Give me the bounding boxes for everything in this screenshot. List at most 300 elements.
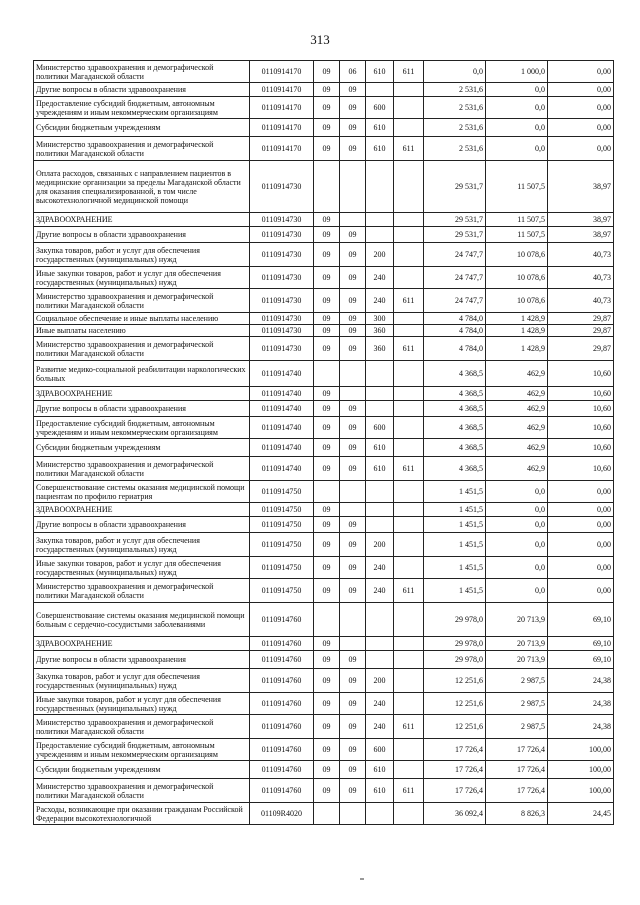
row-section: 09 bbox=[314, 119, 340, 137]
row-executed-amount: 0,0 bbox=[486, 119, 548, 137]
row-name: Предоставление субсидий бюджетным, автономным учреждениям и иным некоммерческим организациям bbox=[34, 417, 250, 439]
row-code: 0110914170 bbox=[250, 61, 314, 83]
row-expense-type bbox=[366, 361, 394, 387]
table-row bbox=[34, 243, 614, 267]
row-planned-amount: 1 451,5 bbox=[424, 533, 486, 557]
row-planned-amount: 4 784,0 bbox=[424, 337, 486, 361]
page-number: 313 bbox=[310, 32, 330, 47]
row-name: Предоставление субсидий бюджетным, автономным учреждениям и иным некоммерческим организациям bbox=[34, 739, 250, 761]
row-department bbox=[394, 557, 424, 579]
table-row bbox=[34, 439, 614, 457]
row-name: Другие вопросы в области здравоохранения bbox=[34, 651, 250, 669]
row-expense-type bbox=[366, 503, 394, 517]
row-subsection: 09 bbox=[340, 579, 366, 603]
row-percent: 69,10 bbox=[548, 603, 614, 637]
row-planned-amount: 1 451,5 bbox=[424, 481, 486, 503]
row-subsection: 09 bbox=[340, 313, 366, 325]
row-section: 09 bbox=[314, 61, 340, 83]
row-code: 0110914750 bbox=[250, 533, 314, 557]
row-name: Другие вопросы в области здравоохранения bbox=[34, 401, 250, 417]
row-subsection: 09 bbox=[340, 119, 366, 137]
row-code: 0110914170 bbox=[250, 119, 314, 137]
row-planned-amount: 1 451,5 bbox=[424, 503, 486, 517]
row-department bbox=[394, 213, 424, 227]
row-expense-type: 600 bbox=[366, 97, 394, 119]
row-department bbox=[394, 83, 424, 97]
row-name: Министерство здравоохранения и демографической политики Магаданской области bbox=[34, 137, 250, 161]
row-planned-amount: 36 092,4 bbox=[424, 803, 486, 825]
row-code: 0110914170 bbox=[250, 137, 314, 161]
row-expense-type: 610 bbox=[366, 457, 394, 481]
scan-mark bbox=[360, 878, 364, 880]
row-planned-amount: 29 531,7 bbox=[424, 161, 486, 213]
table-row bbox=[34, 83, 614, 97]
row-percent: 0,00 bbox=[548, 97, 614, 119]
row-section: 09 bbox=[314, 761, 340, 779]
row-planned-amount: 12 251,6 bbox=[424, 715, 486, 739]
row-percent: 10,60 bbox=[548, 417, 614, 439]
row-section: 09 bbox=[314, 779, 340, 803]
row-expense-type: 200 bbox=[366, 669, 394, 693]
row-percent: 0,00 bbox=[548, 119, 614, 137]
table-row bbox=[34, 401, 614, 417]
row-expense-type bbox=[366, 161, 394, 213]
row-name: Субсидии бюджетным учреждениям bbox=[34, 119, 250, 137]
row-planned-amount: 1 451,5 bbox=[424, 517, 486, 533]
row-percent: 29,87 bbox=[548, 325, 614, 337]
row-executed-amount: 462,9 bbox=[486, 401, 548, 417]
table-row bbox=[34, 325, 614, 337]
row-executed-amount: 17 726,4 bbox=[486, 779, 548, 803]
row-subsection: 09 bbox=[340, 337, 366, 361]
row-planned-amount: 12 251,6 bbox=[424, 693, 486, 715]
table-row bbox=[34, 137, 614, 161]
row-expense-type: 610 bbox=[366, 761, 394, 779]
row-subsection bbox=[340, 603, 366, 637]
row-percent: 100,00 bbox=[548, 779, 614, 803]
row-name: Субсидии бюджетным учреждениям bbox=[34, 439, 250, 457]
row-expense-type: 240 bbox=[366, 289, 394, 313]
row-section: 09 bbox=[314, 503, 340, 517]
row-subsection: 09 bbox=[340, 83, 366, 97]
row-executed-amount: 10 078,6 bbox=[486, 289, 548, 313]
row-executed-amount: 20 713,9 bbox=[486, 637, 548, 651]
row-code: 0110914730 bbox=[250, 227, 314, 243]
row-department: 611 bbox=[394, 457, 424, 481]
row-department: 611 bbox=[394, 61, 424, 83]
row-code: 0110914730 bbox=[250, 267, 314, 289]
row-name: Предоставление субсидий бюджетным, автономным учреждениям и иным некоммерческим организациям bbox=[34, 97, 250, 119]
row-percent: 10,60 bbox=[548, 361, 614, 387]
row-subsection bbox=[340, 361, 366, 387]
row-subsection: 06 bbox=[340, 61, 366, 83]
row-name: Министерство здравоохранения и демографической политики Магаданской области bbox=[34, 779, 250, 803]
row-section: 09 bbox=[314, 289, 340, 313]
row-name: Министерство здравоохранения и демографической политики Магаданской области bbox=[34, 579, 250, 603]
row-section: 09 bbox=[314, 313, 340, 325]
row-department bbox=[394, 161, 424, 213]
row-planned-amount: 4 368,5 bbox=[424, 457, 486, 481]
row-expense-type: 200 bbox=[366, 243, 394, 267]
row-section: 09 bbox=[314, 651, 340, 669]
row-planned-amount: 4 368,5 bbox=[424, 439, 486, 457]
table-row bbox=[34, 779, 614, 803]
table-row bbox=[34, 637, 614, 651]
row-executed-amount: 462,9 bbox=[486, 439, 548, 457]
row-executed-amount: 11 507,5 bbox=[486, 227, 548, 243]
row-name: ЗДРАВООХРАНЕНИЕ bbox=[34, 387, 250, 401]
row-percent: 24,38 bbox=[548, 715, 614, 739]
row-percent: 29,87 bbox=[548, 313, 614, 325]
row-subsection: 09 bbox=[340, 715, 366, 739]
row-department: 611 bbox=[394, 337, 424, 361]
row-section: 09 bbox=[314, 669, 340, 693]
row-percent: 40,73 bbox=[548, 289, 614, 313]
row-subsection: 09 bbox=[340, 243, 366, 267]
row-subsection bbox=[340, 637, 366, 651]
row-section: 09 bbox=[314, 267, 340, 289]
row-executed-amount: 0,0 bbox=[486, 517, 548, 533]
row-percent: 24,45 bbox=[548, 803, 614, 825]
row-executed-amount: 0,0 bbox=[486, 83, 548, 97]
row-subsection: 09 bbox=[340, 761, 366, 779]
row-section: 09 bbox=[314, 83, 340, 97]
row-name: Иные закупки товаров, работ и услуг для обеспечения государственных (муниципальных) нужд bbox=[34, 693, 250, 715]
row-executed-amount: 462,9 bbox=[486, 457, 548, 481]
row-planned-amount: 4 784,0 bbox=[424, 325, 486, 337]
row-planned-amount: 4 368,5 bbox=[424, 417, 486, 439]
row-expense-type: 360 bbox=[366, 337, 394, 361]
row-subsection bbox=[340, 503, 366, 517]
row-percent: 40,73 bbox=[548, 267, 614, 289]
table-row bbox=[34, 313, 614, 325]
row-planned-amount: 17 726,4 bbox=[424, 739, 486, 761]
row-executed-amount: 2 987,5 bbox=[486, 693, 548, 715]
row-expense-type: 610 bbox=[366, 119, 394, 137]
table-row bbox=[34, 457, 614, 481]
row-name: Иные закупки товаров, работ и услуг для обеспечения государственных (муниципальных) нужд bbox=[34, 267, 250, 289]
row-subsection: 09 bbox=[340, 651, 366, 669]
budget-table bbox=[33, 60, 614, 825]
row-expense-type bbox=[366, 387, 394, 401]
row-executed-amount: 462,9 bbox=[486, 387, 548, 401]
row-subsection: 09 bbox=[340, 669, 366, 693]
row-planned-amount: 2 531,6 bbox=[424, 83, 486, 97]
row-subsection bbox=[340, 803, 366, 825]
row-expense-type: 240 bbox=[366, 267, 394, 289]
table-row bbox=[34, 579, 614, 603]
row-planned-amount: 4 368,5 bbox=[424, 387, 486, 401]
row-executed-amount: 2 987,5 bbox=[486, 715, 548, 739]
row-executed-amount: 10 078,6 bbox=[486, 243, 548, 267]
row-code: 0110914760 bbox=[250, 651, 314, 669]
row-subsection: 09 bbox=[340, 267, 366, 289]
row-percent: 0,00 bbox=[548, 579, 614, 603]
row-name: Иные выплаты населению bbox=[34, 325, 250, 337]
row-subsection bbox=[340, 161, 366, 213]
row-department: 611 bbox=[394, 779, 424, 803]
row-planned-amount: 29 531,7 bbox=[424, 227, 486, 243]
row-executed-amount: 11 507,5 bbox=[486, 161, 548, 213]
row-percent: 40,73 bbox=[548, 243, 614, 267]
table-row bbox=[34, 213, 614, 227]
row-expense-type: 240 bbox=[366, 693, 394, 715]
row-name: Министерство здравоохранения и демографической политики Магаданской области bbox=[34, 61, 250, 83]
table-row bbox=[34, 61, 614, 83]
table-row bbox=[34, 803, 614, 825]
row-department bbox=[394, 651, 424, 669]
row-planned-amount: 4 784,0 bbox=[424, 313, 486, 325]
row-planned-amount: 0,0 bbox=[424, 61, 486, 83]
row-code: 0110914740 bbox=[250, 439, 314, 457]
row-section: 09 bbox=[314, 557, 340, 579]
row-percent: 0,00 bbox=[548, 503, 614, 517]
row-department: 611 bbox=[394, 289, 424, 313]
row-percent: 100,00 bbox=[548, 761, 614, 779]
row-section: 09 bbox=[314, 739, 340, 761]
row-planned-amount: 29 531,7 bbox=[424, 213, 486, 227]
table-row bbox=[34, 267, 614, 289]
row-section: 09 bbox=[314, 97, 340, 119]
row-subsection: 09 bbox=[340, 517, 366, 533]
row-section: 09 bbox=[314, 387, 340, 401]
row-department bbox=[394, 313, 424, 325]
row-planned-amount: 29 978,0 bbox=[424, 603, 486, 637]
row-department bbox=[394, 243, 424, 267]
row-name: Совершенствование системы оказания медицинской помощи пациентам по профилю гериатрия bbox=[34, 481, 250, 503]
row-percent: 0,00 bbox=[548, 83, 614, 97]
row-subsection: 09 bbox=[340, 739, 366, 761]
row-subsection: 09 bbox=[340, 457, 366, 481]
row-executed-amount: 8 826,3 bbox=[486, 803, 548, 825]
row-executed-amount: 10 078,6 bbox=[486, 267, 548, 289]
row-executed-amount: 11 507,5 bbox=[486, 213, 548, 227]
row-name: Иные закупки товаров, работ и услуг для обеспечения государственных (муниципальных) нужд bbox=[34, 557, 250, 579]
row-subsection: 09 bbox=[340, 779, 366, 803]
row-section: 09 bbox=[314, 439, 340, 457]
row-planned-amount: 17 726,4 bbox=[424, 761, 486, 779]
row-name: Министерство здравоохранения и демографической политики Магаданской области bbox=[34, 457, 250, 481]
row-section: 09 bbox=[314, 517, 340, 533]
row-name: Развитие медико-социальной реабилитации наркологических больных bbox=[34, 361, 250, 387]
table-row bbox=[34, 761, 614, 779]
row-planned-amount: 4 368,5 bbox=[424, 401, 486, 417]
row-name: Другие вопросы в области здравоохранения bbox=[34, 83, 250, 97]
row-planned-amount: 29 978,0 bbox=[424, 637, 486, 651]
row-name: Закупка товаров, работ и услуг для обеспечения государственных (муниципальных) нужд bbox=[34, 669, 250, 693]
row-executed-amount: 1 428,9 bbox=[486, 325, 548, 337]
row-section bbox=[314, 361, 340, 387]
row-department bbox=[394, 267, 424, 289]
row-percent: 10,60 bbox=[548, 439, 614, 457]
row-section: 09 bbox=[314, 637, 340, 651]
row-executed-amount: 462,9 bbox=[486, 361, 548, 387]
row-department bbox=[394, 227, 424, 243]
row-expense-type: 360 bbox=[366, 325, 394, 337]
row-executed-amount: 1 428,9 bbox=[486, 337, 548, 361]
row-expense-type: 200 bbox=[366, 533, 394, 557]
row-subsection: 09 bbox=[340, 289, 366, 313]
row-percent: 38,97 bbox=[548, 161, 614, 213]
row-name: Расходы, возникающие при оказании гражданам Российской Федерации высокотехнологичной bbox=[34, 803, 250, 825]
row-code: 0110914740 bbox=[250, 457, 314, 481]
row-section: 09 bbox=[314, 325, 340, 337]
row-section: 09 bbox=[314, 715, 340, 739]
row-code: 0110914750 bbox=[250, 517, 314, 533]
table-row bbox=[34, 517, 614, 533]
row-department bbox=[394, 803, 424, 825]
row-code: 0110914740 bbox=[250, 401, 314, 417]
row-planned-amount: 24 747,7 bbox=[424, 243, 486, 267]
row-expense-type: 300 bbox=[366, 313, 394, 325]
row-name: Министерство здравоохранения и демографической политики Магаданской области bbox=[34, 715, 250, 739]
row-code: 0110914760 bbox=[250, 715, 314, 739]
row-department bbox=[394, 503, 424, 517]
row-subsection: 09 bbox=[340, 325, 366, 337]
row-code: 0110914760 bbox=[250, 637, 314, 651]
row-subsection: 09 bbox=[340, 557, 366, 579]
row-executed-amount: 0,0 bbox=[486, 97, 548, 119]
row-expense-type bbox=[366, 637, 394, 651]
row-executed-amount: 0,0 bbox=[486, 533, 548, 557]
row-name: Социальное обеспечение и иные выплаты населению bbox=[34, 313, 250, 325]
table-row bbox=[34, 557, 614, 579]
row-code: 0110914760 bbox=[250, 739, 314, 761]
row-department bbox=[394, 761, 424, 779]
row-code: 0110914730 bbox=[250, 161, 314, 213]
row-department bbox=[394, 603, 424, 637]
row-percent: 0,00 bbox=[548, 137, 614, 161]
row-department bbox=[394, 517, 424, 533]
row-expense-type: 240 bbox=[366, 557, 394, 579]
row-expense-type: 600 bbox=[366, 739, 394, 761]
row-code: 0110914760 bbox=[250, 603, 314, 637]
row-planned-amount: 2 531,6 bbox=[424, 137, 486, 161]
row-subsection: 09 bbox=[340, 533, 366, 557]
row-planned-amount: 12 251,6 bbox=[424, 669, 486, 693]
row-percent: 0,00 bbox=[548, 61, 614, 83]
row-expense-type bbox=[366, 401, 394, 417]
row-department: 611 bbox=[394, 137, 424, 161]
row-department bbox=[394, 481, 424, 503]
row-expense-type: 610 bbox=[366, 779, 394, 803]
table-row bbox=[34, 503, 614, 517]
row-executed-amount: 0,0 bbox=[486, 579, 548, 603]
row-code: 0110914170 bbox=[250, 83, 314, 97]
row-executed-amount: 462,9 bbox=[486, 417, 548, 439]
row-code: 0110914740 bbox=[250, 417, 314, 439]
row-executed-amount: 17 726,4 bbox=[486, 761, 548, 779]
row-code: 0110914760 bbox=[250, 779, 314, 803]
row-expense-type: 610 bbox=[366, 61, 394, 83]
table-row bbox=[34, 669, 614, 693]
row-code: 0110914750 bbox=[250, 579, 314, 603]
row-expense-type: 600 bbox=[366, 417, 394, 439]
row-percent: 24,38 bbox=[548, 669, 614, 693]
table-row bbox=[34, 715, 614, 739]
row-subsection: 09 bbox=[340, 227, 366, 243]
row-planned-amount: 2 531,6 bbox=[424, 119, 486, 137]
row-department bbox=[394, 533, 424, 557]
row-subsection: 09 bbox=[340, 417, 366, 439]
table-row bbox=[34, 693, 614, 715]
row-name: ЗДРАВООХРАНЕНИЕ bbox=[34, 503, 250, 517]
row-percent: 69,10 bbox=[548, 637, 614, 651]
table-row bbox=[34, 227, 614, 243]
row-code: 0110914170 bbox=[250, 97, 314, 119]
row-section bbox=[314, 481, 340, 503]
row-name: Министерство здравоохранения и демографической политики Магаданской области bbox=[34, 337, 250, 361]
row-name: Закупка товаров, работ и услуг для обеспечения государственных (муниципальных) нужд bbox=[34, 533, 250, 557]
row-executed-amount: 0,0 bbox=[486, 557, 548, 579]
row-percent: 0,00 bbox=[548, 533, 614, 557]
row-name: Другие вопросы в области здравоохранения bbox=[34, 227, 250, 243]
row-department bbox=[394, 693, 424, 715]
row-planned-amount: 29 978,0 bbox=[424, 651, 486, 669]
row-department bbox=[394, 387, 424, 401]
row-code: 0110914760 bbox=[250, 761, 314, 779]
row-executed-amount: 0,0 bbox=[486, 137, 548, 161]
row-department bbox=[394, 739, 424, 761]
row-department bbox=[394, 417, 424, 439]
row-code: 0110914730 bbox=[250, 213, 314, 227]
table-row bbox=[34, 739, 614, 761]
row-name: Субсидии бюджетным учреждениям bbox=[34, 761, 250, 779]
row-executed-amount: 20 713,9 bbox=[486, 603, 548, 637]
row-code: 0110914730 bbox=[250, 243, 314, 267]
row-department bbox=[394, 361, 424, 387]
row-code: 0110914740 bbox=[250, 387, 314, 401]
row-planned-amount: 1 451,5 bbox=[424, 579, 486, 603]
row-executed-amount: 1 000,0 bbox=[486, 61, 548, 83]
row-section: 09 bbox=[314, 457, 340, 481]
row-department bbox=[394, 637, 424, 651]
row-code: 0110914760 bbox=[250, 669, 314, 693]
table-row bbox=[34, 387, 614, 401]
row-executed-amount: 20 713,9 bbox=[486, 651, 548, 669]
row-percent: 10,60 bbox=[548, 457, 614, 481]
row-executed-amount: 0,0 bbox=[486, 503, 548, 517]
row-department: 611 bbox=[394, 715, 424, 739]
row-code: 0110914730 bbox=[250, 313, 314, 325]
row-code: 0110914750 bbox=[250, 503, 314, 517]
row-subsection: 09 bbox=[340, 693, 366, 715]
row-code: 0110914760 bbox=[250, 693, 314, 715]
row-code: 01109R4020 bbox=[250, 803, 314, 825]
row-expense-type bbox=[366, 481, 394, 503]
row-name: Закупка товаров, работ и услуг для обеспечения государственных (муниципальных) нужд bbox=[34, 243, 250, 267]
row-expense-type bbox=[366, 213, 394, 227]
row-executed-amount: 2 987,5 bbox=[486, 669, 548, 693]
table-row bbox=[34, 533, 614, 557]
table-row bbox=[34, 481, 614, 503]
row-expense-type bbox=[366, 603, 394, 637]
row-code: 0110914750 bbox=[250, 481, 314, 503]
row-name: Министерство здравоохранения и демографической политики Магаданской области bbox=[34, 289, 250, 313]
row-percent: 29,87 bbox=[548, 337, 614, 361]
table-row bbox=[34, 361, 614, 387]
row-section: 09 bbox=[314, 579, 340, 603]
row-department bbox=[394, 669, 424, 693]
table-row bbox=[34, 417, 614, 439]
row-name: ЗДРАВООХРАНЕНИЕ bbox=[34, 637, 250, 651]
row-section bbox=[314, 803, 340, 825]
row-department bbox=[394, 97, 424, 119]
table-row bbox=[34, 603, 614, 637]
row-executed-amount: 17 726,4 bbox=[486, 739, 548, 761]
row-percent: 100,00 bbox=[548, 739, 614, 761]
row-percent: 24,38 bbox=[548, 693, 614, 715]
